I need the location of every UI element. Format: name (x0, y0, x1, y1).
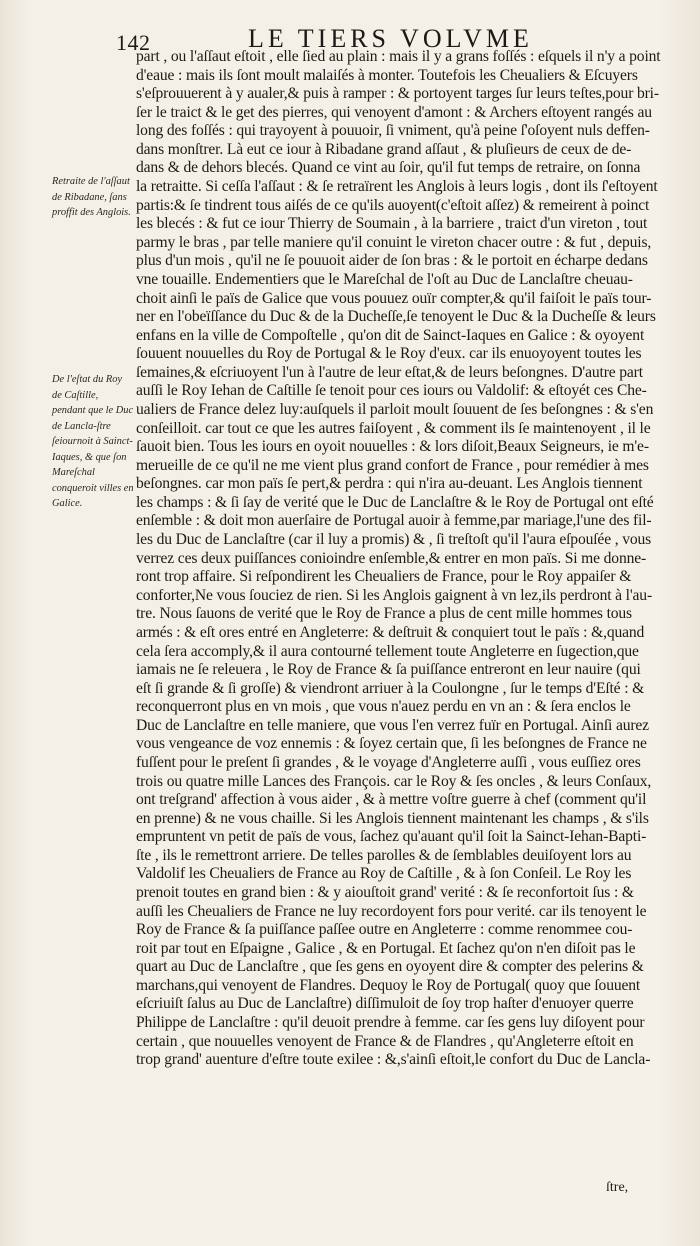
text-line: Duc de Lanclaſtre en telle maniere, que vous l'en verrez fuïr en Portugal. Ainſi aurez (136, 716, 649, 734)
text-line: ſemaines,& eſcriuoyent l'un à l'autre de leur eſtat,& de leurs beſongnes. D'autre part (136, 363, 643, 381)
text-line: vous vengeance de voz ennemis : & ſoyez certain que, ſi les beſongnes de France ne (136, 735, 647, 753)
running-title: LE TIERS VOLVME (248, 24, 533, 53)
text-line: dans & de dehors blecés. Quand ce vint au ſoir, qu'il fut temps de retraire, on ſonna (136, 159, 641, 177)
text-line: cela ſera accomply,& il aura contourné tellement toute Angleterre en ſugection,que (136, 642, 639, 660)
text-line: long des foſſés : qui trayoyent à pouuoir, ſi vniment, qu'à peine ſ'oſoyent nuls deffen- (136, 122, 650, 140)
text-line: Philippe de Lanclaſtre : qu'il deuoit prendre à femme. car ſes gens luy diſoyent pour (136, 1014, 645, 1032)
text-line: dans monſtrer. Là eut ce iour à Ribadane grand aſſaut , & pluſieurs de ceux de de- (136, 140, 632, 158)
text-line: parmy le bras , par telle maniere qu'il conuint le vireton chacer outre : & fut , depuis, (136, 233, 652, 251)
text-line: eſt ſi grande & ſi groſſe) & viendront arriuer à la Coulongne , ſur le temps d'Eſté : & (136, 679, 645, 697)
text-line: les du Duc de Lanclaſtre (car il luy a promis) & , ſi treſtoſt qu'il l'aura eſpouſée , vous (136, 531, 652, 549)
page-number: 142 (116, 30, 151, 55)
text-line: Roy de France & ſa puiſſance paſſee outre en Angleterre : comme renommee cou- (136, 921, 633, 939)
text-line: quart au Duc de Lanclaſtre , que ſes gens en oyoyent dire & compter des pelerins & (136, 958, 644, 976)
text-line: ſouuent nouuelles du Roy de Portugal & le Roy d'eux. car ils enuoyoyent toutes les (136, 345, 642, 363)
text-line: s'eſprouuerent à y aualer,& puis à ramper : & portoyent targes ſur leurs teſtes,pour bri- (136, 85, 659, 103)
text-line: roit par tout en Eſpaigne , Galice , & en Portugal. Et ſachez qu'on n'en diſoit pas le (136, 939, 636, 957)
text-line: ſauoit bien. Tous les iours en oyoit nouuelles : & lors diſoit,Beaux Seigneurs, ie m'e- (136, 438, 649, 456)
text-line: ront trop affaire. Si reſpondirent les Cheualiers de France, pour le Roy appaiſer & (136, 568, 632, 586)
text-line: certain , que nouuelles venoyent de France & de Flandres , qu'Angleterre eſtoit en (136, 1032, 634, 1050)
text-line: ſer le traict & le get des pierres, qui venoyent d'amont : & Archers eſtoyent rangés au (136, 103, 652, 121)
text-line: les champs : & ſi ſay de verité que le Duc de Lanclaſtre & le Roy de Portugal ont eſté (136, 493, 654, 511)
text-line: enſemble : & doit mon auerſaire de Portugal auoir à femme,par mariage,l'une des fil- (136, 512, 652, 530)
body-text (136, 48, 668, 1070)
text-line: reconquerront plus en vn mois , que vous n'auez perdu en vn an : & ſera enclos le (136, 698, 631, 716)
text-line: trop grand' auenture d'eſtre toute exilee : &,s'ainſi eſtoit,le confort du Duc de Lancla- (136, 1051, 651, 1069)
text-line: verrez ces deux puiſſances conioindre enſemble,& entrer en mon païs. Si me donne- (136, 549, 647, 567)
text-line: iamais ne ſe releuera , le Roy de France & ſa puiſſance entreront en leur nauire (qui (136, 661, 641, 679)
text-line: conſeilloit. car tout ce que les autres faiſoyent , & comment ils ſe maintenoyent , il le (136, 419, 651, 437)
text-line: marchans,qui venoyent de Flandres. Dequoy le Roy de Portugal( quoy que ſouuent (136, 976, 641, 994)
text-line: auſſi les Cheualiers de France ne luy recordoyent fors pour verité. car ils tenoyent le (136, 902, 647, 920)
text-line: conforter,Ne vous ſouciez de rien. Si les Anglois gaignent à vn lez,ils perdront à l'au- (136, 586, 652, 604)
text-line: eſcriuiſt ſalus au Duc de Lanclaſtre) diſſimuloit de ſoy trop haſter d'enuoyer querre (136, 995, 634, 1013)
text-line: armés : & eſt ores entré en Angleterre: & deſtruit & conquiert tout le païs : &,quand (136, 623, 645, 641)
text-line: d'eaue : mais ils ſont moult malaiſés à monter. Toutefois les Cheualiers & Eſcuyers (136, 66, 638, 84)
text-line: auſſi le Roy Iehan de Caſtille ſe tenoit pour ces iours ou Valdolif: & eſtoyét ces Che- (136, 382, 647, 400)
text-line: merueille de ce qu'il ne me vient plus grand confort de France , pour remédier à mes (136, 456, 649, 474)
text-line: ualiers de France delez luy:auſquels il parloit moult ſouuent de ſes beſongnes : & s'en (136, 400, 654, 418)
text-line: en prenne) & ne vous chaille. Si les Anglois tiennent maintenant les champs , & s'ils (136, 809, 649, 827)
margin-note: De l'eſtat du Roy de Caſtille, pendant que le Duc de Lancla-ſtre ſeiournoit à Sainct-Iaques, & que ſon Mareſchal conqueroit villes en Galice. (52, 374, 134, 509)
text-line: beſongnes. car mon païs ſe pert,& perdra : qui n'ira au-deuant. Les Anglois tiennent (136, 475, 643, 493)
text-line: ner en l'obeïſſance du Duc & de la Ducheſſe,ſe tenoyent le Duc & la Ducheſſe & leurs (136, 308, 656, 326)
text-line: ont treſgrand' affection à vous aider , & à mettre voſtre guerre à chef (comment qu'il (136, 791, 647, 809)
text-line: empruntent vn petit de païs de vous, ſachez qu'auant qu'il ſoit la Sainct-Iehan-Bapti- (136, 828, 647, 846)
text-line: prenoit toutes en grand bien : & y aiouſtoit grand' verité : & ſe reconfortoit ſus : & (136, 884, 634, 902)
text-line: partis:& ſe tindrent tous aiſés de ce qu'ils auoyent(c'eſtoit aſſez) & remeirent à poinct (136, 196, 650, 214)
text-line: ſte , ils le remettront arriere. De telles parolles & de ſemblables deuiſoyent lors au (136, 846, 632, 864)
catchword: ſtre, (606, 1180, 629, 1195)
margin-note: Retraite de l'aſſaut de Ribadane, ſans proffit des Anglois. (52, 176, 131, 218)
text-line: part , ou l'aſſaut eſtoit , elle ſied au plain : mais il y a grans foſſés : eſquels il n'y a point (136, 48, 661, 65)
text-line: plus d'un mois , qu'il ne ſe pouuoit aider de ſon bras : & le portoit en écharpe dedans (136, 252, 648, 270)
text-line: les blecés : & fut ce iour Thierry de Soumain , à la barriere , traict d'un vireton , tout (136, 215, 648, 233)
text-line: vne touaille. Endementiers que le Mareſchal de l'oſt au Duc de Lanclaſtre cheuau- (136, 270, 633, 288)
text-line: choit ainſi le païs de Galice que vous pouuez ouïr compter,& qu'il faiſoit le païs tour- (136, 289, 652, 307)
text-line: Valdolif les Cheualiers de France au Roy de Caſtille , & à ſon Conſeil. Le Roy les (136, 865, 632, 883)
text-line: fuſſent pour le preſent ſi grandes , & le voyage d'Angleterre auſſi , vous euſſiez ores (136, 753, 641, 771)
text-line: tre. Nous ſauons de verité que le Roy de France a plus de cent mille hommes tous (136, 605, 632, 623)
text-line: trois ou quatre mille Lances des François. car le Roy & ſes oncles , & leurs Conſaux, (136, 772, 652, 790)
text-line: la retraitte. Si ceſſa l'aſſaut : & ſe retraïrent les Anglois à leurs logis , dont ils ſ'eſtoyent (136, 178, 658, 196)
text-line: enfans en la ville de Compoſtelle , qu'on dit de Sainct-Iaques en Galice : & oyoyent (136, 326, 645, 344)
